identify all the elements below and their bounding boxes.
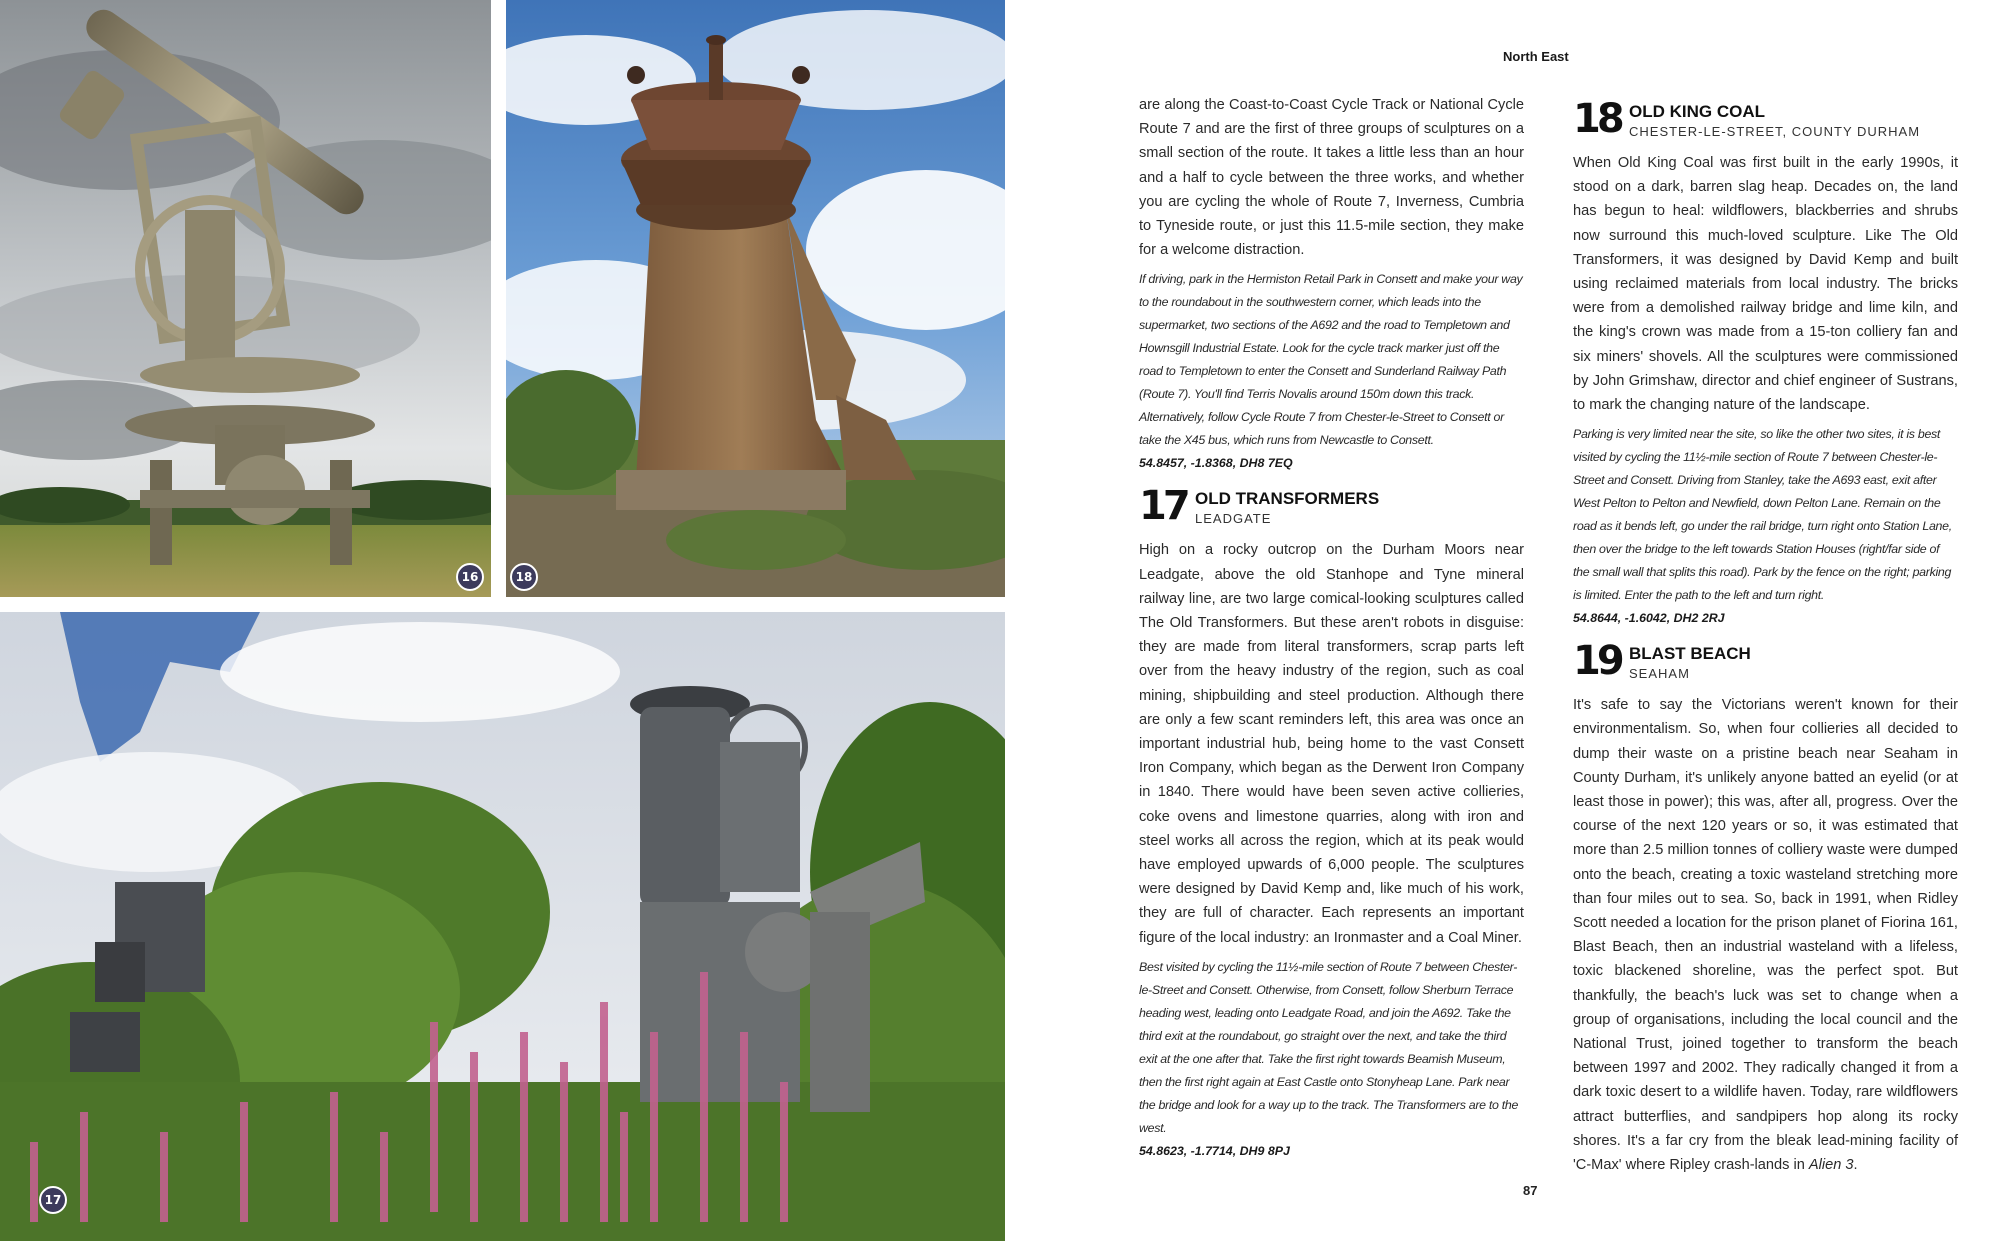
- photo-number-badge: 17: [39, 1186, 67, 1214]
- photo-old-transformers: [0, 612, 1005, 1241]
- photo-telescope-sculpture: [0, 0, 491, 597]
- entry-title: BLAST BEACH: [1629, 644, 1751, 664]
- coords-16: 54.8457, -1.8368, DH8 7EQ: [1139, 456, 1293, 471]
- entry-18-heading: [1573, 96, 1958, 142]
- entry-19-body-end: .: [1853, 1157, 1858, 1174]
- directions-16: If driving, park in the Hermiston Retail Park in Consett and make your way to the roundabout in the southwestern corner, which leads into the supermarket, two sections of the A692 and the road to Templetown and Hownsgill Industrial Estate. Look for the cycle track marker just off the road to Templetown to enter the Consett and Sunderland Railway Path (Route 7). You'll find Terris Novalis around 150m down this track. Alternatively, follow Cycle Route 7 from Chester-le-Street to Consett or take the X45 bus, which runs from Newcastle to Consett.: [1139, 272, 1523, 448]
- entry-location: LEADGATE: [1195, 511, 1272, 527]
- photo-old-king-coal: [506, 0, 1005, 597]
- entry-19-body: [1573, 693, 1958, 1177]
- entry-17-heading: [1139, 483, 1524, 530]
- page-number: 87: [1523, 1183, 1538, 1198]
- entry-number: 17: [1139, 483, 1187, 530]
- entry-17-coords: 54.8623, -1.7714, DH9 8PJ: [1139, 1143, 1290, 1158]
- entry-19-body-text: It's safe to say the Victorians weren't known for their environmentalism. So, when four collieries all decided to dump their waste on a pristine beach near Seaham in County Durham, it's unlikely anyone batted an eyelid (or at least those in power); this was, after all, progress. Over the course of the next 120 years or so, it was estimated that more than 2.5 million tonnes of colliery waste were dumped onto the beach, creating a toxic wasteland stretching more than four miles out to sea. So, back in 1991, when Ridley Scott needed a location for the prison planet of Fiorina 161, Blast Beach, then an industrial wasteland with a lifeless, toxic blackened shoreline, was the perfect spot. But thankfully, the beach's luck was set to change when a group of organisations, including the local council and the National Trust, joined together to transform the beach between 1997 and 2002. They radically changed it from a dark toxic desert to a wildlife haven. Today, rare wildflowers attract butterflies, and sandpipers hop along its rocky shores. It's a far cry from the bleak lead-mining facility of 'C-Max' where Ripley crash-lands in: [1573, 697, 1958, 1174]
- text-column-right: [1573, 93, 1958, 1177]
- entry-location: CHESTER-LE-STREET, COUNTY DURHAM: [1629, 124, 1921, 139]
- entry-19-heading: [1573, 638, 1958, 685]
- entry-17-directions: Best visited by cycling the 11½-mile section of Route 7 between Chester-le-Street and Consett. Otherwise, from Consett, follow Sherburn Terrace heading west, leading onto Leadgate Road, and join the A692. Take the third exit at the roundabout, go straight over the next, and take the third exit at the one after that. Take the first right towards Beamish Museum, then the first right again at East Castle onto Stonyheap Lane. Park near the bridge and look for a way up to the track. The Transformers are to the west.: [1139, 959, 1519, 1135]
- entry-number: 19: [1573, 638, 1621, 685]
- running-header: North East: [1503, 49, 1569, 64]
- entry-number: 18: [1573, 96, 1621, 142]
- text-column-left: [1139, 93, 1524, 1162]
- photo-number-badge: 18: [510, 563, 538, 591]
- entry-location: SEAHAM: [1629, 666, 1690, 682]
- film-title: Alien 3: [1808, 1157, 1854, 1174]
- entry-18-directions: Parking is very limited near the site, so like the other two sites, it is best visited by cycling the 11½-mile section of Route 7 between Chester-le-Street and Consett. Driving from Stanley, take the A693 east, exit after West Pelton to Pelton and Newfield, down Pelton Lane. Remain on the road as it bends left, go under the rail bridge, turn right onto Station Lane, then over the bridge to the left towards Station Houses (right/far side of the small wall that splits this road). Park by the fence on the right; parking is limited. Enter the path to the left and turn right.: [1573, 427, 1952, 603]
- photo-number-badge: 16: [456, 563, 484, 591]
- intro-paragraph: are along the Coast-to-Coast Cycle Track or National Cycle Route 7 and are the first of three groups of sculptures on a small section of the route. It takes a little less than an hour and a half to cycle between the three works, and whether you are cycling the whole of Route 7, Inverness, Cumbria to Tyneside route, or just this 11.5-mile section, they make for a welcome distraction.: [1139, 97, 1524, 259]
- entry-17-body: High on a rocky outcrop on the Durham Moors near Leadgate, above the old Stanhope and Tyne mineral railway line, are two large comical-looking sculptures called The Old Transformers. But these aren't robots in disguise: they are made from literal transformers, scrap parts left over from the heavy industry of the region, such as coal mining, shipbuilding and steel production. Although there are only a few scant reminders left, this area was once an important industrial hub, being home to the vast Consett Iron Company, which began as the Derwent Iron Company in 1840. There would have been seven active collieries, coke ovens and limestone quarries, along with iron and steel works all across the region, which at its peak would have employed upwards of 6,000 people. The sculptures were designed by David Kemp and, like much of his work, they are full of character. Each represents an important figure of the local industry: an Ironmaster and a Coal Miner.: [1139, 542, 1524, 946]
- entry-18-body: When Old King Coal was first built in the early 1990s, it stood on a dark, barren slag heap. Decades on, the land has begun to heal: wildflowers, blackberries and shrubs now surround this much-loved sculpture. Like The Old Transformers, it was designed by David Kemp and built using reclaimed materials from local industry. The bricks were from a demolished railway bridge and lime kiln, and the king's crown was made from a 15-ton colliery fan and six miners' shovels. All the sculptures were commissioned by John Grimshaw, director and chief engineer of Sustrans, to mark the changing nature of the landscape.: [1573, 155, 1958, 414]
- entry-title: OLD TRANSFORMERS: [1195, 489, 1380, 509]
- entry-title: OLD KING COAL: [1629, 102, 1765, 121]
- entry-18-coords: 54.8644, -1.6042, DH2 2RJ: [1573, 611, 1725, 626]
